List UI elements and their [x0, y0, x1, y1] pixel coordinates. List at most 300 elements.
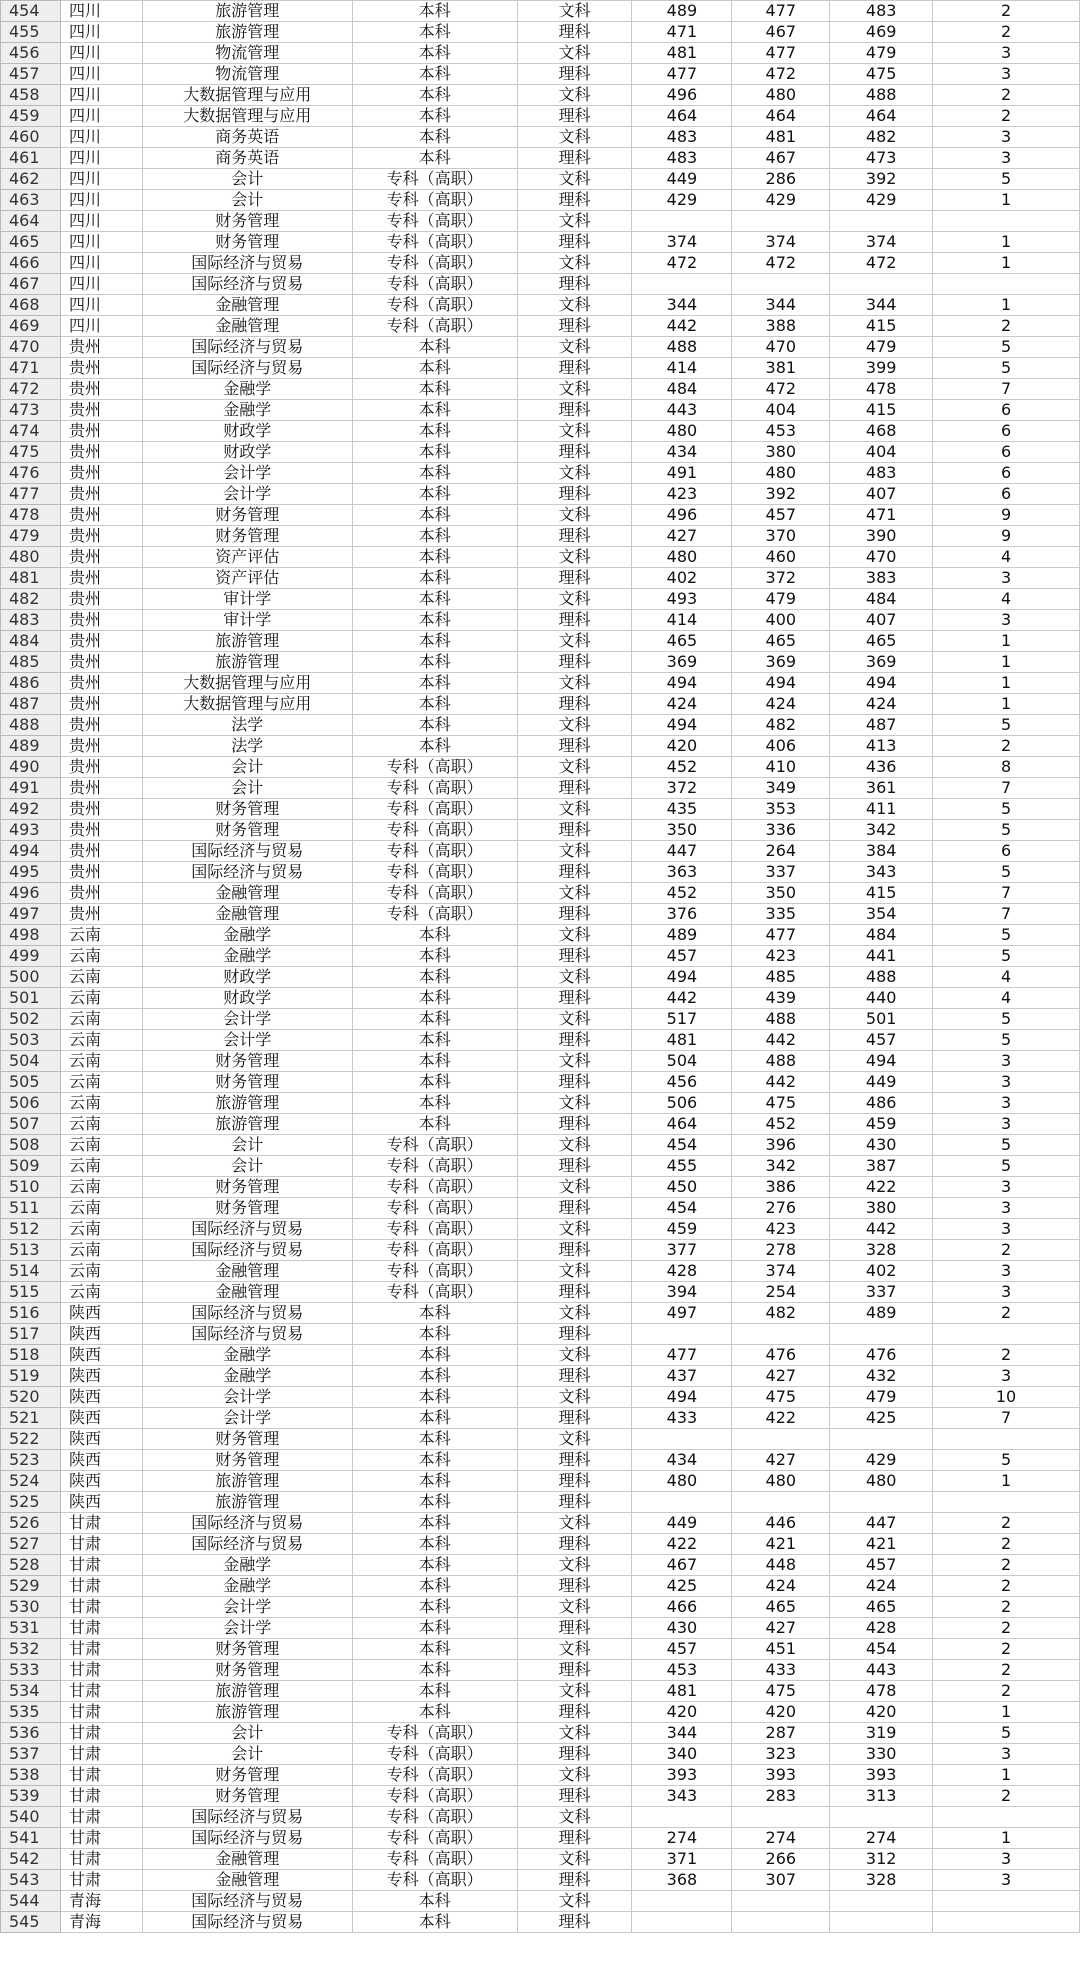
- cell-subject[interactable]: 理科: [517, 778, 632, 799]
- cell-avg-score[interactable]: 479: [830, 1387, 933, 1408]
- cell-count[interactable]: 3: [933, 1051, 1080, 1072]
- cell-max-score[interactable]: 425: [632, 1576, 732, 1597]
- cell-max-score[interactable]: 466: [632, 1597, 732, 1618]
- cell-major[interactable]: 金融学: [142, 400, 352, 421]
- cell-province[interactable]: 甘肃: [60, 1513, 142, 1534]
- cell-subject[interactable]: 文科: [517, 1, 632, 22]
- cell-province[interactable]: 贵州: [60, 883, 142, 904]
- row-header[interactable]: 496: [1, 883, 61, 904]
- cell-province[interactable]: 青海: [60, 1891, 142, 1912]
- row-header[interactable]: 503: [1, 1030, 61, 1051]
- cell-min-score[interactable]: 337: [732, 862, 830, 883]
- cell-province[interactable]: 四川: [60, 148, 142, 169]
- cell-max-score[interactable]: 433: [632, 1408, 732, 1429]
- cell-major[interactable]: 国际经济与贸易: [142, 1828, 352, 1849]
- cell-min-score[interactable]: 480: [732, 1471, 830, 1492]
- cell-major[interactable]: 财务管理: [142, 505, 352, 526]
- cell-max-score[interactable]: 454: [632, 1135, 732, 1156]
- cell-province[interactable]: 云南: [60, 1051, 142, 1072]
- cell-avg-score[interactable]: 501: [830, 1009, 933, 1030]
- cell-max-score[interactable]: 494: [632, 1387, 732, 1408]
- cell-subject[interactable]: 文科: [517, 883, 632, 904]
- row-header[interactable]: 540: [1, 1807, 61, 1828]
- cell-major[interactable]: 财务管理: [142, 1177, 352, 1198]
- cell-count[interactable]: 3: [933, 1198, 1080, 1219]
- cell-province[interactable]: 贵州: [60, 820, 142, 841]
- cell-count[interactable]: 2: [933, 1513, 1080, 1534]
- cell-level[interactable]: 本科: [352, 505, 517, 526]
- cell-count[interactable]: 6: [933, 421, 1080, 442]
- cell-min-score[interactable]: 423: [732, 1219, 830, 1240]
- cell-province[interactable]: 贵州: [60, 400, 142, 421]
- cell-province[interactable]: 陕西: [60, 1429, 142, 1450]
- cell-avg-score[interactable]: 468: [830, 421, 933, 442]
- cell-avg-score[interactable]: 354: [830, 904, 933, 925]
- cell-min-score[interactable]: 476: [732, 1345, 830, 1366]
- cell-level[interactable]: 本科: [352, 22, 517, 43]
- cell-level[interactable]: 专科（高职）: [352, 1870, 517, 1891]
- cell-count[interactable]: 5: [933, 925, 1080, 946]
- cell-count[interactable]: 2: [933, 106, 1080, 127]
- row-header[interactable]: 490: [1, 757, 61, 778]
- cell-avg-score[interactable]: [830, 211, 933, 232]
- cell-min-score[interactable]: 439: [732, 988, 830, 1009]
- cell-min-score[interactable]: 381: [732, 358, 830, 379]
- cell-major[interactable]: 旅游管理: [142, 1093, 352, 1114]
- cell-avg-score[interactable]: 344: [830, 295, 933, 316]
- cell-max-score[interactable]: 489: [632, 925, 732, 946]
- cell-level[interactable]: 专科（高职）: [352, 1807, 517, 1828]
- cell-level[interactable]: 本科: [352, 568, 517, 589]
- cell-major[interactable]: 会计学: [142, 1030, 352, 1051]
- cell-level[interactable]: 专科（高职）: [352, 1135, 517, 1156]
- cell-level[interactable]: 专科（高职）: [352, 799, 517, 820]
- row-header[interactable]: 454: [1, 1, 61, 22]
- cell-major[interactable]: 国际经济与贸易: [142, 1324, 352, 1345]
- cell-count[interactable]: 4: [933, 547, 1080, 568]
- cell-province[interactable]: 贵州: [60, 358, 142, 379]
- cell-count[interactable]: 1: [933, 631, 1080, 652]
- cell-min-score[interactable]: 344: [732, 295, 830, 316]
- cell-count[interactable]: 1: [933, 1765, 1080, 1786]
- cell-min-score[interactable]: 422: [732, 1408, 830, 1429]
- cell-avg-score[interactable]: 415: [830, 316, 933, 337]
- cell-min-score[interactable]: [732, 1429, 830, 1450]
- row-header[interactable]: 504: [1, 1051, 61, 1072]
- cell-avg-score[interactable]: 392: [830, 169, 933, 190]
- cell-level[interactable]: 本科: [352, 1387, 517, 1408]
- cell-max-score[interactable]: 377: [632, 1240, 732, 1261]
- cell-count[interactable]: 3: [933, 1744, 1080, 1765]
- cell-subject[interactable]: 文科: [517, 1807, 632, 1828]
- cell-min-score[interactable]: 475: [732, 1093, 830, 1114]
- cell-min-score[interactable]: 278: [732, 1240, 830, 1261]
- cell-major[interactable]: 大数据管理与应用: [142, 694, 352, 715]
- cell-min-score[interactable]: 485: [732, 967, 830, 988]
- cell-max-score[interactable]: 481: [632, 43, 732, 64]
- cell-avg-score[interactable]: 429: [830, 1450, 933, 1471]
- cell-min-score[interactable]: [732, 1492, 830, 1513]
- cell-major[interactable]: 金融学: [142, 946, 352, 967]
- cell-min-score[interactable]: 424: [732, 1576, 830, 1597]
- cell-major[interactable]: 会计学: [142, 1408, 352, 1429]
- cell-province[interactable]: 云南: [60, 1093, 142, 1114]
- cell-subject[interactable]: 文科: [517, 715, 632, 736]
- cell-subject[interactable]: 文科: [517, 1555, 632, 1576]
- cell-province[interactable]: 贵州: [60, 421, 142, 442]
- cell-major[interactable]: 商务英语: [142, 127, 352, 148]
- cell-avg-score[interactable]: 420: [830, 1702, 933, 1723]
- cell-major[interactable]: 财务管理: [142, 1765, 352, 1786]
- cell-major[interactable]: 审计学: [142, 589, 352, 610]
- cell-level[interactable]: 本科: [352, 1702, 517, 1723]
- cell-max-score[interactable]: 472: [632, 253, 732, 274]
- cell-avg-score[interactable]: 415: [830, 400, 933, 421]
- cell-level[interactable]: 专科（高职）: [352, 1765, 517, 1786]
- cell-min-score[interactable]: 477: [732, 1, 830, 22]
- cell-max-score[interactable]: 369: [632, 652, 732, 673]
- cell-avg-score[interactable]: 328: [830, 1870, 933, 1891]
- row-header[interactable]: 472: [1, 379, 61, 400]
- cell-province[interactable]: 四川: [60, 316, 142, 337]
- cell-min-score[interactable]: 323: [732, 1744, 830, 1765]
- cell-avg-score[interactable]: 383: [830, 568, 933, 589]
- cell-level[interactable]: 本科: [352, 1072, 517, 1093]
- cell-count[interactable]: 2: [933, 1681, 1080, 1702]
- cell-min-score[interactable]: 452: [732, 1114, 830, 1135]
- cell-avg-score[interactable]: 441: [830, 946, 933, 967]
- cell-min-score[interactable]: 264: [732, 841, 830, 862]
- cell-count[interactable]: 3: [933, 1870, 1080, 1891]
- cell-count[interactable]: 3: [933, 1261, 1080, 1282]
- cell-subject[interactable]: 文科: [517, 1303, 632, 1324]
- cell-level[interactable]: 专科（高职）: [352, 169, 517, 190]
- row-header[interactable]: 509: [1, 1156, 61, 1177]
- cell-subject[interactable]: 理科: [517, 1744, 632, 1765]
- cell-major[interactable]: 会计: [142, 1156, 352, 1177]
- cell-subject[interactable]: 文科: [517, 547, 632, 568]
- cell-level[interactable]: 专科（高职）: [352, 862, 517, 883]
- cell-count[interactable]: 1: [933, 295, 1080, 316]
- cell-subject[interactable]: 理科: [517, 1828, 632, 1849]
- cell-min-score[interactable]: 307: [732, 1870, 830, 1891]
- cell-min-score[interactable]: 472: [732, 64, 830, 85]
- cell-max-score[interactable]: 430: [632, 1618, 732, 1639]
- cell-province[interactable]: 贵州: [60, 904, 142, 925]
- cell-province[interactable]: 甘肃: [60, 1660, 142, 1681]
- cell-count[interactable]: 3: [933, 43, 1080, 64]
- cell-level[interactable]: 本科: [352, 400, 517, 421]
- row-header[interactable]: 537: [1, 1744, 61, 1765]
- cell-min-score[interactable]: 370: [732, 526, 830, 547]
- cell-major[interactable]: 财务管理: [142, 1660, 352, 1681]
- cell-max-score[interactable]: 343: [632, 1786, 732, 1807]
- cell-subject[interactable]: 理科: [517, 1492, 632, 1513]
- cell-max-score[interactable]: 488: [632, 337, 732, 358]
- cell-level[interactable]: 本科: [352, 379, 517, 400]
- cell-max-score[interactable]: 414: [632, 610, 732, 631]
- cell-province[interactable]: 四川: [60, 253, 142, 274]
- cell-min-score[interactable]: 283: [732, 1786, 830, 1807]
- row-header[interactable]: 498: [1, 925, 61, 946]
- cell-count[interactable]: 2: [933, 85, 1080, 106]
- cell-major[interactable]: 物流管理: [142, 64, 352, 85]
- row-header[interactable]: 533: [1, 1660, 61, 1681]
- cell-min-score[interactable]: 427: [732, 1618, 830, 1639]
- cell-subject[interactable]: 文科: [517, 253, 632, 274]
- cell-min-score[interactable]: 427: [732, 1366, 830, 1387]
- cell-max-score[interactable]: 457: [632, 1639, 732, 1660]
- cell-level[interactable]: 专科（高职）: [352, 904, 517, 925]
- cell-min-score[interactable]: 465: [732, 1597, 830, 1618]
- cell-min-score[interactable]: 457: [732, 505, 830, 526]
- row-header[interactable]: 528: [1, 1555, 61, 1576]
- cell-major[interactable]: 法学: [142, 736, 352, 757]
- cell-avg-score[interactable]: 421: [830, 1534, 933, 1555]
- cell-subject[interactable]: 理科: [517, 946, 632, 967]
- cell-max-score[interactable]: 496: [632, 505, 732, 526]
- cell-min-score[interactable]: 433: [732, 1660, 830, 1681]
- cell-subject[interactable]: 文科: [517, 85, 632, 106]
- cell-province[interactable]: 贵州: [60, 715, 142, 736]
- cell-level[interactable]: 本科: [352, 652, 517, 673]
- row-header[interactable]: 544: [1, 1891, 61, 1912]
- cell-province[interactable]: 甘肃: [60, 1555, 142, 1576]
- row-header[interactable]: 516: [1, 1303, 61, 1324]
- cell-avg-score[interactable]: 454: [830, 1639, 933, 1660]
- row-header[interactable]: 465: [1, 232, 61, 253]
- cell-min-score[interactable]: [732, 1912, 830, 1933]
- cell-province[interactable]: 四川: [60, 211, 142, 232]
- row-header[interactable]: 541: [1, 1828, 61, 1849]
- cell-province[interactable]: 四川: [60, 274, 142, 295]
- cell-count[interactable]: 1: [933, 232, 1080, 253]
- cell-level[interactable]: 专科（高职）: [352, 190, 517, 211]
- cell-avg-score[interactable]: 473: [830, 148, 933, 169]
- cell-min-score[interactable]: 480: [732, 85, 830, 106]
- cell-avg-score[interactable]: 374: [830, 232, 933, 253]
- cell-province[interactable]: 甘肃: [60, 1534, 142, 1555]
- cell-subject[interactable]: 理科: [517, 1786, 632, 1807]
- cell-avg-score[interactable]: [830, 1891, 933, 1912]
- row-header[interactable]: 462: [1, 169, 61, 190]
- cell-province[interactable]: 甘肃: [60, 1681, 142, 1702]
- row-header[interactable]: 524: [1, 1471, 61, 1492]
- cell-min-score[interactable]: [732, 1324, 830, 1345]
- cell-level[interactable]: 本科: [352, 631, 517, 652]
- cell-subject[interactable]: 文科: [517, 1429, 632, 1450]
- cell-major[interactable]: 财政学: [142, 442, 352, 463]
- row-header[interactable]: 482: [1, 589, 61, 610]
- cell-count[interactable]: 7: [933, 883, 1080, 904]
- cell-subject[interactable]: 文科: [517, 463, 632, 484]
- cell-count[interactable]: 7: [933, 778, 1080, 799]
- cell-max-score[interactable]: 480: [632, 547, 732, 568]
- cell-min-score[interactable]: 481: [732, 127, 830, 148]
- cell-subject[interactable]: 文科: [517, 379, 632, 400]
- cell-subject[interactable]: 文科: [517, 169, 632, 190]
- cell-subject[interactable]: 文科: [517, 925, 632, 946]
- cell-min-score[interactable]: [732, 1807, 830, 1828]
- cell-min-score[interactable]: 286: [732, 169, 830, 190]
- cell-level[interactable]: 本科: [352, 988, 517, 1009]
- cell-province[interactable]: 贵州: [60, 463, 142, 484]
- cell-min-score[interactable]: 342: [732, 1156, 830, 1177]
- cell-province[interactable]: 陕西: [60, 1366, 142, 1387]
- cell-province[interactable]: 陕西: [60, 1408, 142, 1429]
- cell-subject[interactable]: 文科: [517, 421, 632, 442]
- cell-avg-score[interactable]: 471: [830, 505, 933, 526]
- cell-subject[interactable]: 理科: [517, 1660, 632, 1681]
- cell-max-score[interactable]: 489: [632, 1, 732, 22]
- cell-min-score[interactable]: 276: [732, 1198, 830, 1219]
- cell-level[interactable]: 本科: [352, 1408, 517, 1429]
- cell-subject[interactable]: 文科: [517, 1177, 632, 1198]
- cell-max-score[interactable]: 497: [632, 1303, 732, 1324]
- cell-major[interactable]: 会计学: [142, 1618, 352, 1639]
- cell-count[interactable]: 9: [933, 505, 1080, 526]
- cell-avg-score[interactable]: 442: [830, 1219, 933, 1240]
- cell-min-score[interactable]: 475: [732, 1681, 830, 1702]
- row-header[interactable]: 517: [1, 1324, 61, 1345]
- cell-avg-score[interactable]: 342: [830, 820, 933, 841]
- cell-major[interactable]: 旅游管理: [142, 1702, 352, 1723]
- cell-level[interactable]: 专科（高职）: [352, 295, 517, 316]
- cell-major[interactable]: 财务管理: [142, 526, 352, 547]
- cell-level[interactable]: 专科（高职）: [352, 232, 517, 253]
- cell-max-score[interactable]: 274: [632, 1828, 732, 1849]
- cell-subject[interactable]: 理科: [517, 1240, 632, 1261]
- cell-avg-score[interactable]: 465: [830, 1597, 933, 1618]
- cell-subject[interactable]: 理科: [517, 442, 632, 463]
- cell-avg-score[interactable]: 432: [830, 1366, 933, 1387]
- cell-count[interactable]: 10: [933, 1387, 1080, 1408]
- cell-province[interactable]: 贵州: [60, 799, 142, 820]
- cell-min-score[interactable]: 442: [732, 1030, 830, 1051]
- row-header[interactable]: 514: [1, 1261, 61, 1282]
- row-header[interactable]: 522: [1, 1429, 61, 1450]
- cell-count[interactable]: 2: [933, 1660, 1080, 1681]
- cell-level[interactable]: 专科（高职）: [352, 1849, 517, 1870]
- cell-count[interactable]: 6: [933, 400, 1080, 421]
- cell-province[interactable]: 云南: [60, 1282, 142, 1303]
- cell-min-score[interactable]: 424: [732, 694, 830, 715]
- cell-avg-score[interactable]: 478: [830, 379, 933, 400]
- cell-min-score[interactable]: 480: [732, 463, 830, 484]
- cell-max-score[interactable]: 467: [632, 1555, 732, 1576]
- cell-level[interactable]: 专科（高职）: [352, 883, 517, 904]
- cell-level[interactable]: 专科（高职）: [352, 1786, 517, 1807]
- cell-min-score[interactable]: 479: [732, 589, 830, 610]
- cell-province[interactable]: 四川: [60, 232, 142, 253]
- row-header[interactable]: 545: [1, 1912, 61, 1933]
- cell-level[interactable]: 本科: [352, 1366, 517, 1387]
- cell-avg-score[interactable]: 494: [830, 1051, 933, 1072]
- row-header[interactable]: 542: [1, 1849, 61, 1870]
- cell-min-score[interactable]: 400: [732, 610, 830, 631]
- cell-province[interactable]: 云南: [60, 1177, 142, 1198]
- row-header[interactable]: 513: [1, 1240, 61, 1261]
- cell-avg-score[interactable]: [830, 1807, 933, 1828]
- row-header[interactable]: 480: [1, 547, 61, 568]
- cell-max-score[interactable]: 420: [632, 736, 732, 757]
- cell-max-score[interactable]: 372: [632, 778, 732, 799]
- cell-avg-score[interactable]: 436: [830, 757, 933, 778]
- cell-max-score[interactable]: 496: [632, 85, 732, 106]
- cell-province[interactable]: 四川: [60, 64, 142, 85]
- cell-subject[interactable]: 文科: [517, 1261, 632, 1282]
- cell-subject[interactable]: 文科: [517, 1891, 632, 1912]
- cell-max-score[interactable]: 434: [632, 1450, 732, 1471]
- cell-province[interactable]: 四川: [60, 22, 142, 43]
- cell-province[interactable]: 四川: [60, 295, 142, 316]
- cell-count[interactable]: 1: [933, 1702, 1080, 1723]
- cell-avg-score[interactable]: 447: [830, 1513, 933, 1534]
- row-header[interactable]: 487: [1, 694, 61, 715]
- cell-min-score[interactable]: 423: [732, 946, 830, 967]
- cell-major[interactable]: 旅游管理: [142, 1114, 352, 1135]
- cell-count[interactable]: 9: [933, 526, 1080, 547]
- cell-major[interactable]: 国际经济与贸易: [142, 1534, 352, 1555]
- cell-subject[interactable]: 文科: [517, 799, 632, 820]
- cell-count[interactable]: 3: [933, 1114, 1080, 1135]
- row-header[interactable]: 510: [1, 1177, 61, 1198]
- cell-min-score[interactable]: 353: [732, 799, 830, 820]
- cell-province[interactable]: 四川: [60, 85, 142, 106]
- cell-province[interactable]: 云南: [60, 967, 142, 988]
- row-header[interactable]: 474: [1, 421, 61, 442]
- cell-subject[interactable]: 理科: [517, 400, 632, 421]
- cell-max-score[interactable]: [632, 211, 732, 232]
- cell-max-score[interactable]: 376: [632, 904, 732, 925]
- cell-avg-score[interactable]: 393: [830, 1765, 933, 1786]
- cell-level[interactable]: 本科: [352, 43, 517, 64]
- row-header[interactable]: 519: [1, 1366, 61, 1387]
- cell-province[interactable]: 陕西: [60, 1324, 142, 1345]
- row-header[interactable]: 468: [1, 295, 61, 316]
- cell-avg-score[interactable]: 343: [830, 862, 933, 883]
- cell-province[interactable]: 云南: [60, 1156, 142, 1177]
- row-header[interactable]: 505: [1, 1072, 61, 1093]
- row-header[interactable]: 486: [1, 673, 61, 694]
- cell-level[interactable]: 专科（高职）: [352, 820, 517, 841]
- cell-min-score[interactable]: 465: [732, 631, 830, 652]
- cell-province[interactable]: 贵州: [60, 379, 142, 400]
- cell-major[interactable]: 会计: [142, 190, 352, 211]
- cell-level[interactable]: 本科: [352, 1030, 517, 1051]
- cell-major[interactable]: 旅游管理: [142, 1492, 352, 1513]
- cell-subject[interactable]: 文科: [517, 337, 632, 358]
- cell-subject[interactable]: 文科: [517, 631, 632, 652]
- cell-count[interactable]: 2: [933, 1597, 1080, 1618]
- cell-count[interactable]: [933, 1912, 1080, 1933]
- cell-level[interactable]: 本科: [352, 1681, 517, 1702]
- cell-count[interactable]: 1: [933, 694, 1080, 715]
- cell-level[interactable]: 本科: [352, 610, 517, 631]
- cell-major[interactable]: 财政学: [142, 988, 352, 1009]
- cell-count[interactable]: 2: [933, 1639, 1080, 1660]
- cell-province[interactable]: 云南: [60, 946, 142, 967]
- cell-count[interactable]: [933, 274, 1080, 295]
- row-header[interactable]: 458: [1, 85, 61, 106]
- cell-avg-score[interactable]: 407: [830, 484, 933, 505]
- cell-major[interactable]: 财务管理: [142, 1450, 352, 1471]
- cell-level[interactable]: 本科: [352, 715, 517, 736]
- cell-max-score[interactable]: 434: [632, 442, 732, 463]
- cell-max-score[interactable]: 427: [632, 526, 732, 547]
- row-header[interactable]: 488: [1, 715, 61, 736]
- cell-level[interactable]: 本科: [352, 1051, 517, 1072]
